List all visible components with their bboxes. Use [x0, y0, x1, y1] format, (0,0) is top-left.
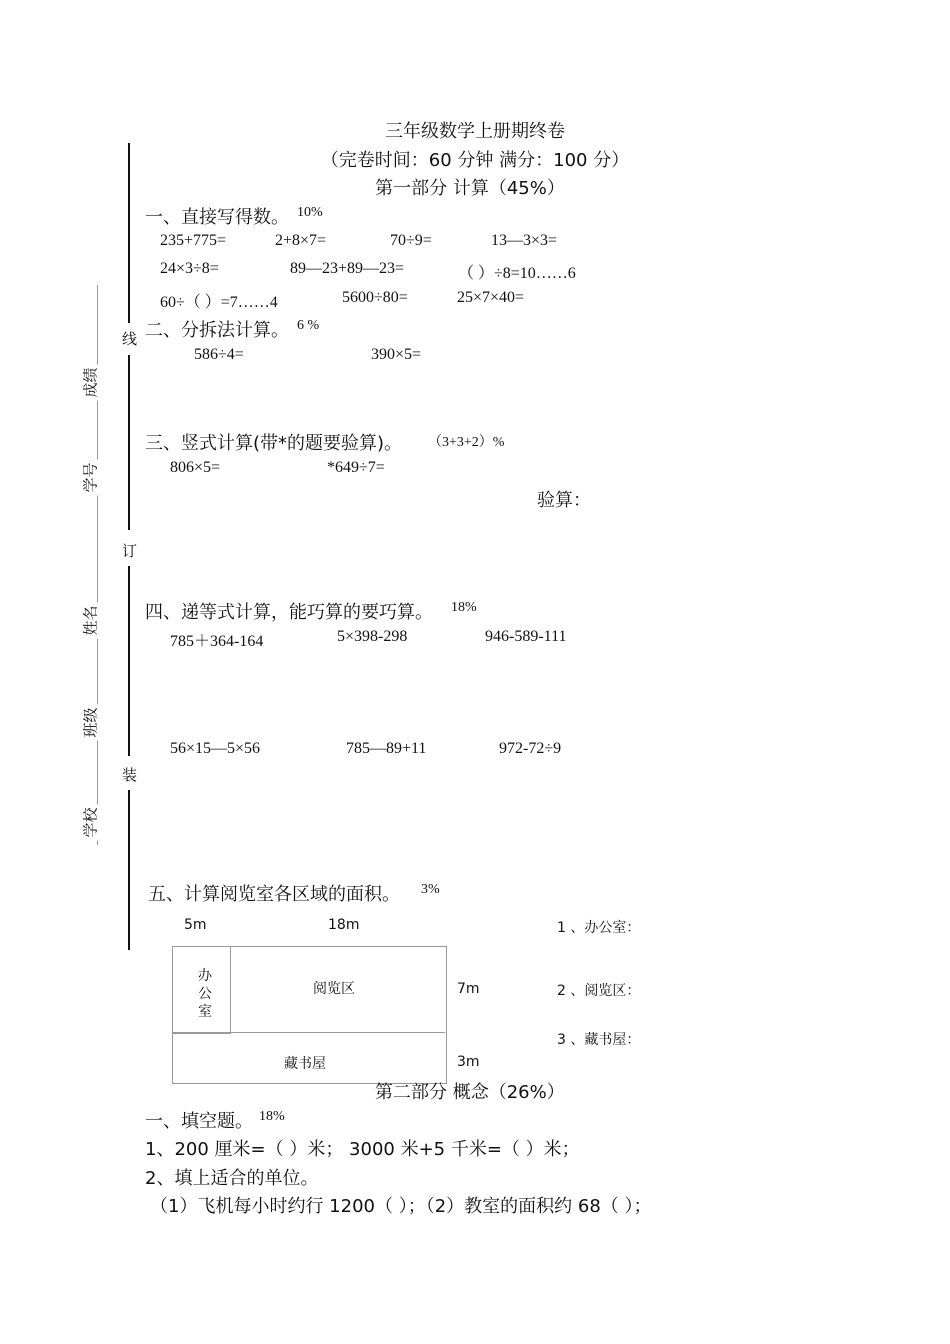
part2-q1: 1、200 厘米=（ ）米； 3000 米+5 千米=（ ）米；: [145, 1139, 580, 1160]
page-title: 三年级数学上册期终卷: [385, 121, 565, 142]
s2-problem: 586÷4=: [194, 346, 244, 363]
part2-title: 第二部分 概念（26%）: [375, 1082, 565, 1103]
reading-area-label: 阅览区: [313, 981, 355, 997]
field-name: 姓名: [80, 603, 101, 639]
s1-problem: 89—23+89—23=: [290, 260, 405, 277]
library-label: 藏书屋: [284, 1056, 326, 1072]
s1-problem: 2+8×7=: [275, 232, 327, 249]
binding-line-mid2: [128, 566, 130, 756]
part2-section1-score: 18%: [259, 1109, 285, 1124]
part2-q2: 2、填上适合的单位。: [145, 1168, 319, 1189]
part2-section1-title: 一、填空题。: [145, 1111, 253, 1132]
s1-problem: 5600÷80=: [342, 289, 408, 306]
binding-char-ding: 订: [122, 542, 138, 560]
library-divider: [172, 1032, 445, 1033]
office-label-1: 办: [198, 968, 212, 984]
s1-problem: 60÷（ ）=7……4: [160, 294, 278, 311]
field-score: 成绩: [80, 365, 101, 401]
section2-title: 二、分拆法计算。: [145, 320, 289, 341]
section3-score: （3+3+2）%: [428, 435, 505, 450]
dim-label-7m: 7m: [457, 981, 480, 997]
s4-problem: 785—89+11: [346, 740, 427, 757]
section3-title: 三、竖式计算(带*的题要验算)。: [145, 433, 403, 454]
s1-problem: 235+775=: [160, 232, 227, 249]
binding-char-xian: 线: [122, 330, 138, 348]
office-label-3: 室: [198, 1004, 212, 1020]
section5-title: 五、计算阅览室各区域的面积。: [148, 884, 400, 905]
answer-office: 1 、办公室：: [557, 920, 641, 936]
answer-reading: 2 、阅览区：: [557, 983, 641, 999]
exam-info: （完卷时间：60 分钟 满分：100 分）: [320, 150, 630, 171]
s3-problem: 806×5=: [170, 459, 221, 476]
section1-score: 10%: [297, 205, 323, 220]
section5-score: 3%: [421, 882, 440, 897]
field-student-no: 学号: [80, 460, 101, 496]
s1-problem: 70÷9=: [390, 232, 432, 249]
office-label-2: 公: [198, 986, 212, 1002]
binding-line-bottom: [128, 790, 130, 950]
section1-title: 一、直接写得数。: [145, 207, 289, 228]
s4-problem: 785＋364-164: [170, 633, 264, 650]
binding-char-zhuang: 装: [122, 766, 138, 784]
s4-problem: 946-589-111: [485, 628, 567, 645]
part1-title: 第一部分 计算（45%）: [375, 178, 565, 199]
dim-label-5m: 5m: [184, 917, 207, 933]
section4-title: 四、递等式计算，能巧算的要巧算。: [145, 602, 433, 623]
part2-q2-items: （1）飞机每小时约行 1200（ ）；（2）教室的面积约 68（ ）；: [150, 1196, 652, 1217]
field-class: 班级: [80, 705, 101, 741]
dim-label-3m: 3m: [457, 1054, 480, 1070]
s1-problem: 25×7×40=: [457, 289, 525, 306]
s1-problem: 24×3÷8=: [160, 260, 219, 277]
check-label: 验算：: [537, 490, 591, 511]
answer-library: 3 、藏书屋：: [557, 1032, 641, 1048]
s3-problem: *649÷7=: [327, 459, 385, 476]
s2-problem: 390×5=: [371, 346, 422, 363]
s4-problem: 5×398-298: [337, 628, 408, 645]
field-school: 学校: [80, 805, 101, 841]
s4-problem: 972-72÷9: [499, 740, 562, 757]
section2-score: 6 %: [297, 318, 320, 333]
section4-score: 18%: [451, 600, 477, 615]
dim-label-18m: 18m: [328, 917, 360, 933]
s4-problem: 56×15—5×56: [170, 740, 261, 757]
s1-problem: 13—3×3=: [491, 232, 558, 249]
binding-line-mid1: [128, 355, 130, 530]
s1-problem: （ ）÷8=10……6: [458, 265, 576, 282]
